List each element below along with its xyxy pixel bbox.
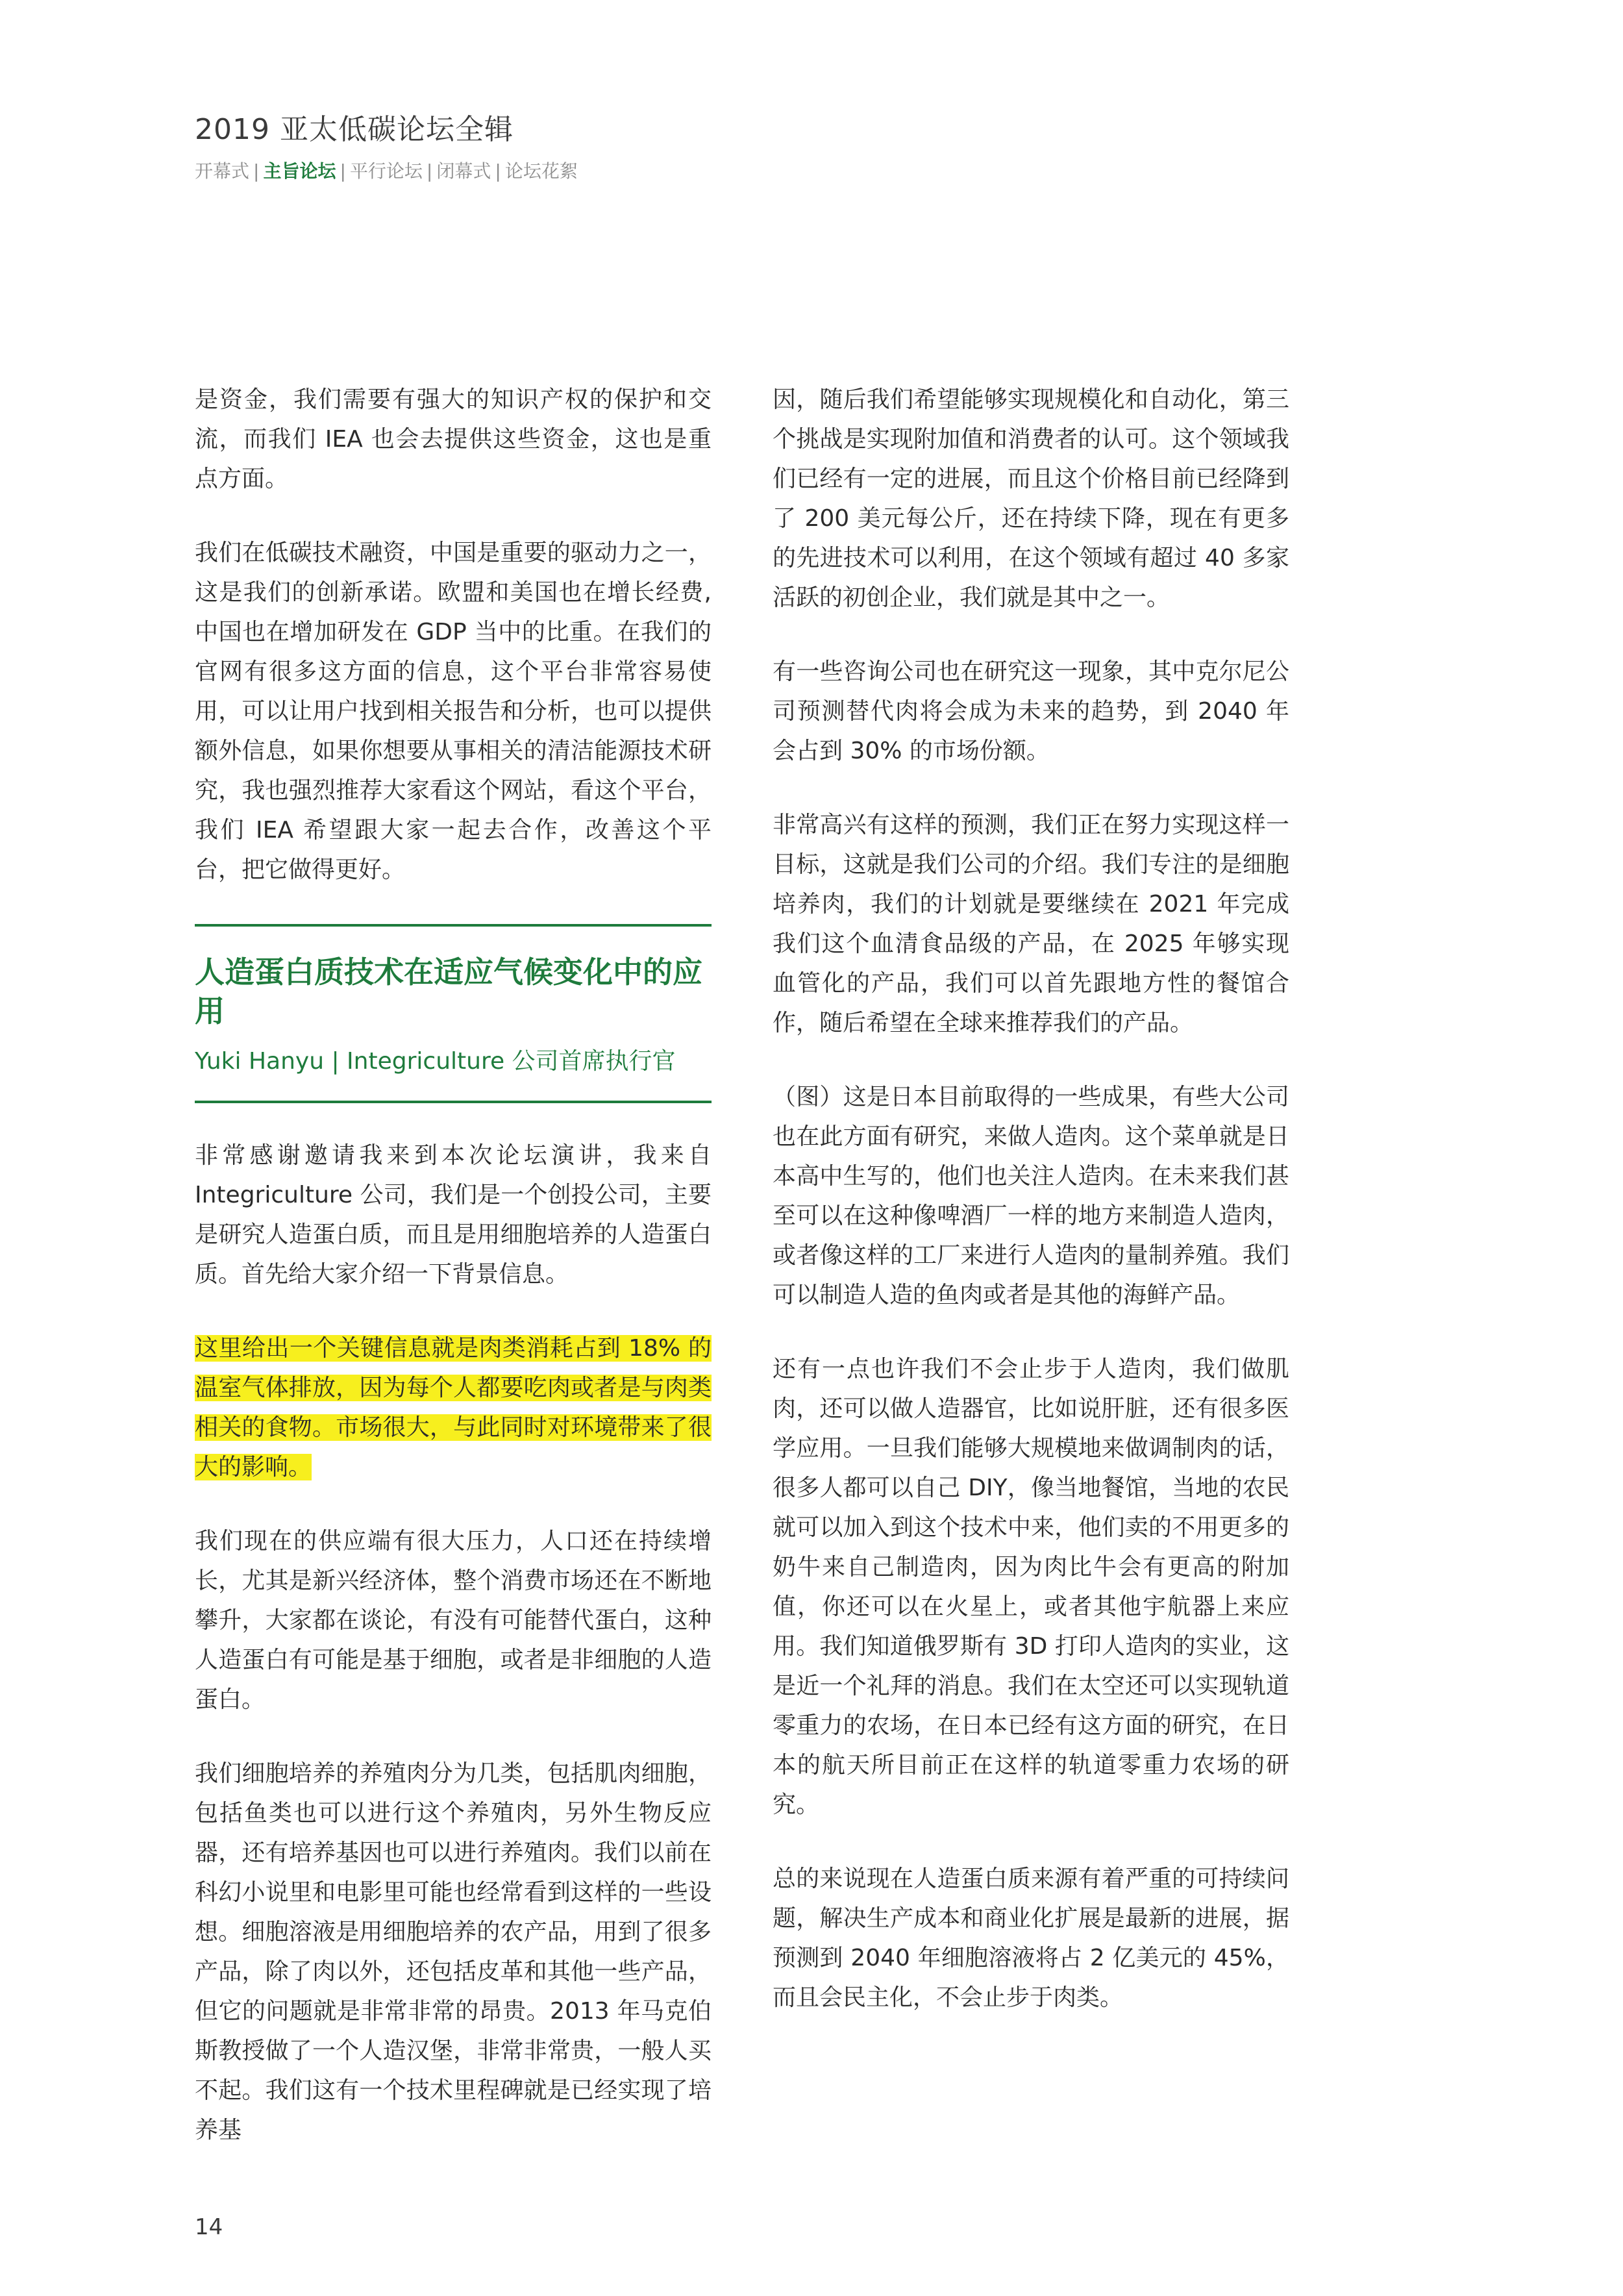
paragraph: 还有一点也许我们不会止步于人造肉，我们做肌肉，还可以做人造器官，比如说肝脏，还有很多医学应用。一旦我们能够大规模地来做调制肉的话，很多人都可以自己 DIY，像当地餐馆，当地的农民就可以加入到这个技术中来，他们卖的不用更多的奶牛来自己制造肉，因为肉比牛会有更高的附加值，你还可以在火星上，或者其他宇航器上来应用。我们知道俄罗斯有 3D 打印人造肉的实业，这是近一个礼拜的消息。我们在太空还可以实现轨道零重力的农场，在日本已经有这方面的研究，在日本的航天所目前正在这样的轨道零重力农场的研究。 <box>773 1356 1289 1818</box>
nav-separator: | <box>340 160 346 182</box>
nav-separator: | <box>426 160 433 182</box>
nav-separator: | <box>253 160 260 182</box>
paragraph: （图）这是日本目前取得的一些成果，有些大公司也在此方面有研究，来做人造肉。这个菜单就是日本高中生写的，他们也关注人造肉。在未来我们甚至可以在这种像啤酒厂一样的地方来制造人造肉，或者像这样的工厂来进行人造肉的量制养殖。我们可以制造人造的鱼肉或者是其他的海鲜产品。 <box>773 1084 1289 1308</box>
page-number: 14 <box>195 2214 223 2240</box>
section-nav <box>195 158 578 184</box>
section-title: 人造蛋白质技术在适应气候变化中的应用 <box>195 955 702 1029</box>
highlighted-paragraph <box>195 1329 712 1487</box>
highlight-text: 这里给出一个关键信息就是肉类消耗占到 18% 的温室气体排放，因为每个人都要吃肉或者是与肉类相关的食物。市场很大，与此同时对环境带来了很大的影响。 <box>195 1335 712 1480</box>
paragraph: 总的来说现在人造蛋白质来源有着严重的可持续问题，解决生产成本和商业化扩展是最新的进展，据预测到 2040 年细胞溶液将占 2 亿美元的 45%，而且会民主化，不会止步于肉类。 <box>773 1866 1289 2011</box>
right-column <box>773 380 1289 2052</box>
nav-separator: | <box>495 160 501 182</box>
nav-item-keynote[interactable]: 主旨论坛 <box>263 160 336 182</box>
document-title: 2019 亚太低碳论坛全辑 <box>195 113 514 146</box>
paragraph: 我们在低碳技术融资，中国是重要的驱动力之一，这是我们的创新承诺。欧盟和美国也在增长经费,中国也在增加研发在 GDP 当中的比重。在我们的官网有很多这方面的信息，这个平台非常容易使用，可以让用户找到相关报告和分析，也可以提供额外信息，如果你想要从事相关的清洁能源技术研究，我也强烈推荐大家看这个网站，看这个平台，我们 IEA 希望跟大家一起去合作，改善这个平台，把它做得更好。 <box>195 540 712 883</box>
nav-item-parallel[interactable]: 平行论坛 <box>349 160 423 182</box>
paragraph: 有一些咨询公司也在研究这一现象，其中克尔尼公司预测替代肉将会成为未来的趋势，到 2040 年会占到 30% 的市场份额。 <box>773 658 1289 764</box>
page-header <box>195 110 578 184</box>
paragraph: 是资金，我们需要有强大的知识产权的保护和交流，而我们 IEA 也会去提供这些资金，这也是重点方面。 <box>195 386 712 492</box>
paragraph: 我们现在的供应端有很大压力，人口还在持续增长，尤其是新兴经济体，整个消费市场还在不断地攀升，大家都在谈论，有没有可能替代蛋白，这种人造蛋白有可能是基于细胞，或者是非细胞的人造蛋白。 <box>195 1528 712 1713</box>
section-divider-bottom <box>195 1101 712 1103</box>
left-column <box>195 380 712 2184</box>
nav-item-highlights[interactable]: 论坛花絮 <box>504 160 578 182</box>
paragraph: 非常高兴有这样的预测，我们正在努力实现这样一目标，这就是我们公司的介绍。我们专注的是细胞培养肉，我们的计划就是要继续在 2021 年完成我们这个血清食品级的产品，在 2025 年够实现血管化的产品，我们可以首先跟地方性的餐馆合作，随后希望在全球来推荐我们的产品。 <box>773 812 1289 1036</box>
paragraph: 因，随后我们希望能够实现规模化和自动化，第三个挑战是实现附加值和消费者的认可。这个领域我们已经有一定的进展，而且这个价格目前已经降到了 200 美元每公斤，还在持续下降，现在有更多的先进技术可以利用，在这个领域有超过 40 多家活跃的初创企业，我们就是其中之一。 <box>773 386 1289 611</box>
nav-item-closing[interactable]: 闭幕式 <box>436 160 491 182</box>
section-divider-top <box>195 924 712 927</box>
speaker-byline: Yuki Hanyu | Integriculture 公司首席执行官 <box>195 1048 676 1075</box>
paragraph: 我们细胞培养的养殖肉分为几类，包括肌肉细胞，包括鱼类也可以进行这个养殖肉，另外生物反应器，还有培养基因也可以进行养殖肉。我们以前在科幻小说里和电影里可能也经常看到这样的一些设想。细胞溶液是用细胞培养的农产品，用到了很多产品，除了肉以外，还包括皮革和其他一些产品，但它的问题就是非常非常的昂贵。2013 年马克伯斯教授做了一个人造汉堡，非常非常贵，一般人买不起。我们这有一个技术里程碑就是已经实现了培养基 <box>195 1760 712 2143</box>
paragraph: 非常感谢邀请我来到本次论坛演讲，我来自 Integriculture 公司，我们是一个创投公司，主要是研究人造蛋白质，而且是用细胞培养的人造蛋白质。首先给大家介绍一下背景信息。 <box>195 1142 712 1288</box>
nav-item-opening[interactable]: 开幕式 <box>195 160 250 182</box>
